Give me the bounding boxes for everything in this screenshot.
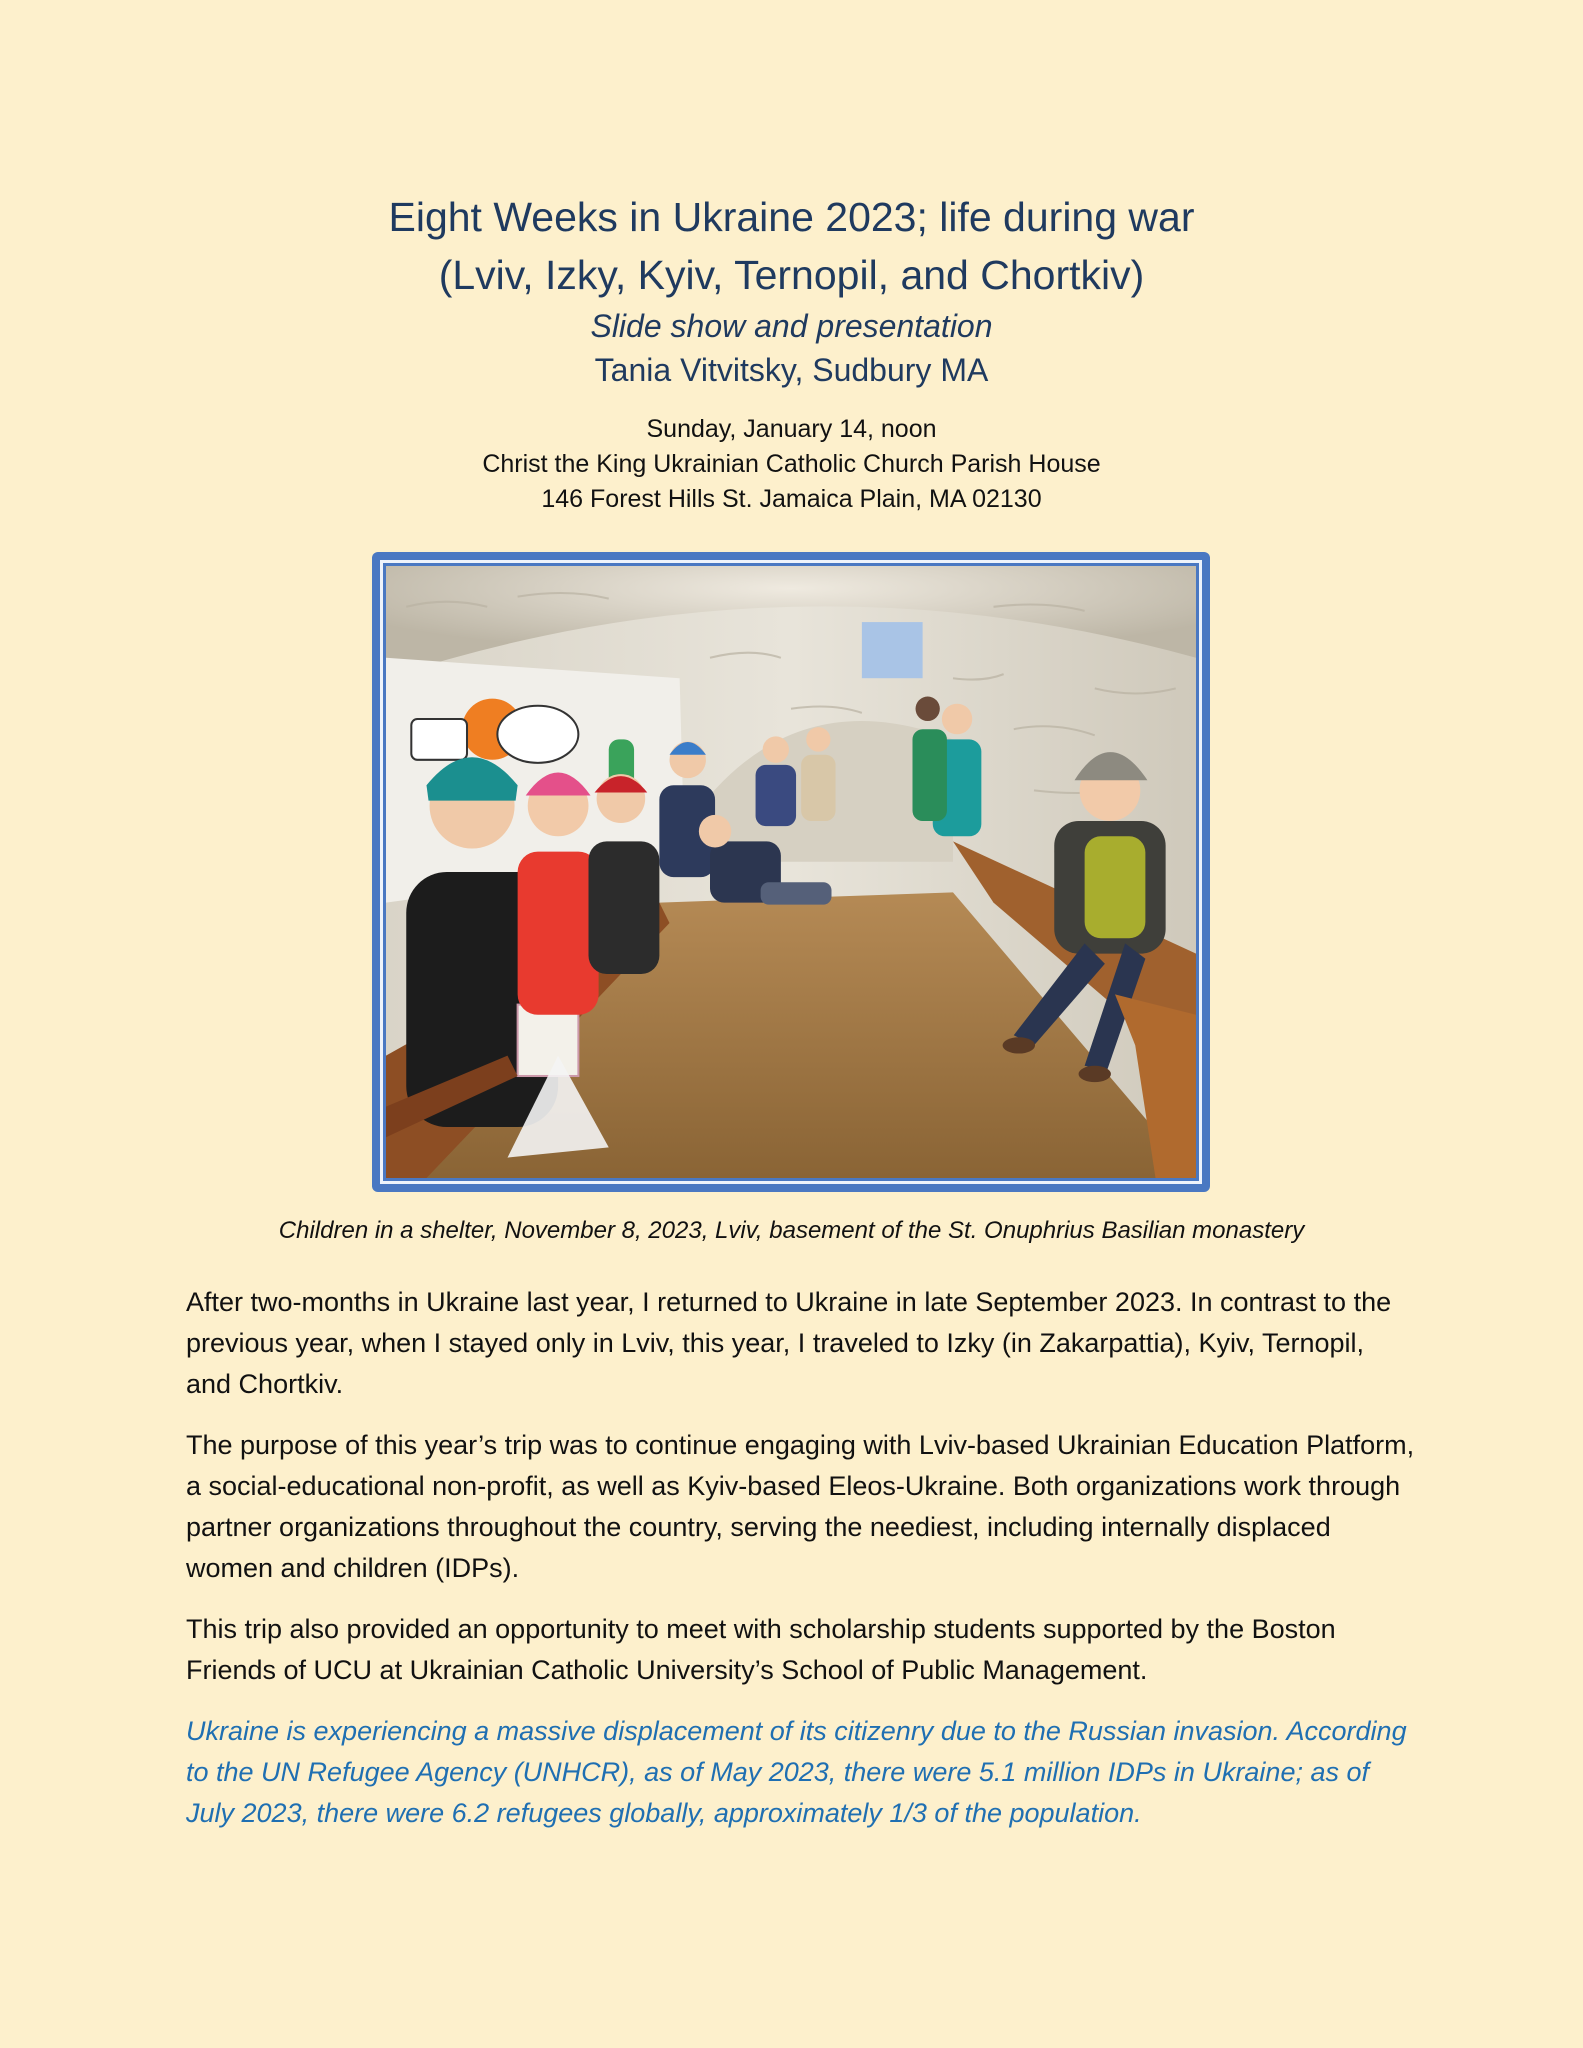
event-details xyxy=(0,412,1583,517)
body-paragraph-2: The purpose of this year’s trip was to continue engaging with Lviv-based Ukrainian Education Platform, a social-educational non-profit, as well as Kyiv-based Eleos-Ukraine. Both organizations work through partner organizations throughout the country, serving the neediest, including internally displaced women and children (IDPs). xyxy=(186,1430,1415,1583)
event-date: Sunday, January 14, noon xyxy=(646,415,937,443)
photo-caption: Children in a shelter, November 8, 2023, Lviv, basement of the St. Onuphrius Basilian monastery xyxy=(278,1217,1305,1244)
body-paragraph-3: This trip also provided an opportunity to meet with scholarship students supported by the Boston Friends of UCU at Ukrainian Catholic University’s School of Public Management. xyxy=(186,1614,1336,1685)
photo-border xyxy=(380,560,1202,1184)
photo-frame xyxy=(372,552,1210,1192)
title-block xyxy=(0,188,1583,392)
document-title-line-2: (Lviv, Izky, Kyiv, Ternopil, and Chortkiv) xyxy=(438,252,1145,298)
event-venue: Christ the King Ukrainian Catholic Church Parish House xyxy=(482,450,1101,478)
body-paragraph-1: After two-months in Ukraine last year, I returned to Ukraine in late September 2023. In contrast to the previous year, when I stayed only in Lviv, this year, I traveled to Izky (in Zakarpattia), Kyiv, Ternopil, and Chortkiv. xyxy=(186,1287,1392,1399)
article-body xyxy=(186,1282,1416,1854)
document-subtitle: Slide show and presentation xyxy=(590,308,993,344)
body-paragraph-highlight: Ukraine is experiencing a massive displacement of its citizenry due to the Russian invasion. According to the UN Refugee Agency (UNHCR), as of May 2023, there were 5.1 million IDPs in Ukraine; as of July 2023, there were 6.2 refugees globally, approximately 1/3 of the population. xyxy=(186,1716,1407,1828)
event-address: 146 Forest Hills St. Jamaica Plain, MA 02130 xyxy=(541,485,1042,513)
shelter-photo xyxy=(386,566,1196,1178)
author-line: Tania Vitvitsky, Sudbury MA xyxy=(594,352,989,388)
document-title-line-1: Eight Weeks in Ukraine 2023; life during war xyxy=(388,194,1195,240)
